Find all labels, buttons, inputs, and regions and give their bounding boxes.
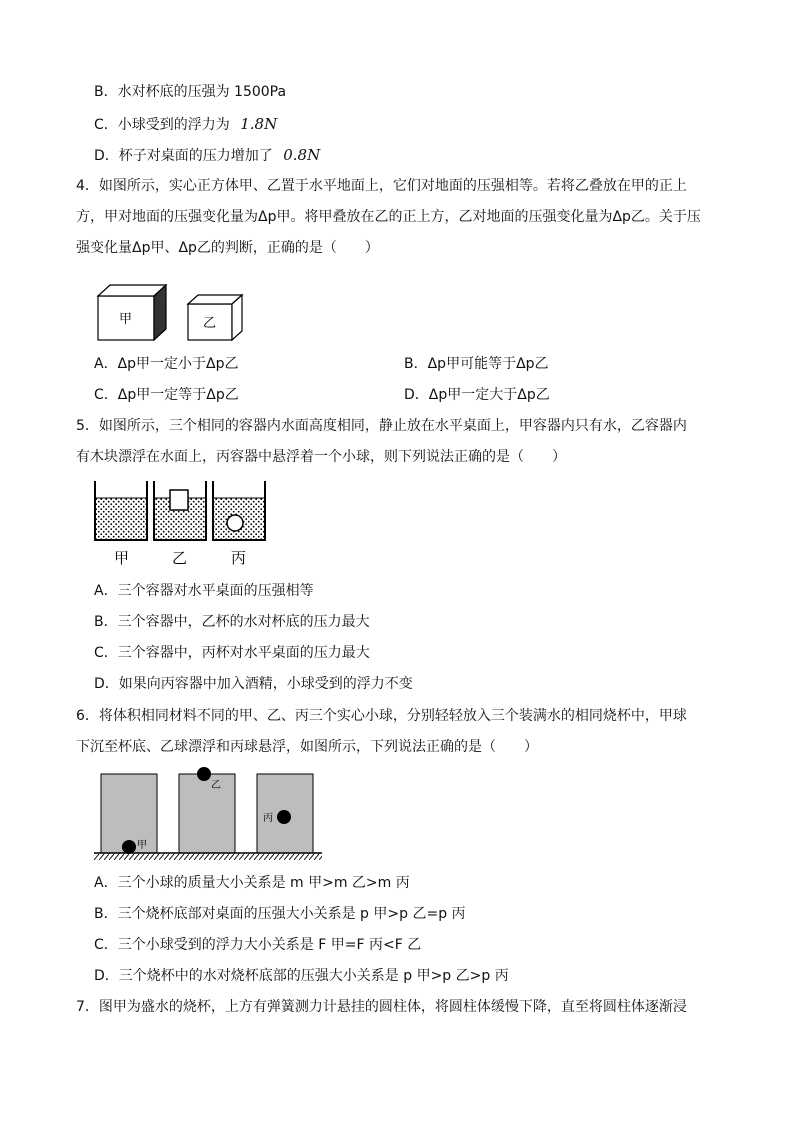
q3-option-c-value: 1.8N xyxy=(240,115,278,133)
q4-option-d: D．Δp甲一定大于Δp乙 xyxy=(404,387,550,403)
q6-option-d: D．三个烧杯中的水对烧杯底部的压强大小关系是 p 甲>p 乙>p 丙 xyxy=(94,968,509,984)
q3-option-d xyxy=(94,145,320,166)
q4-stem-line1: 4．如图所示，实心正方体甲、乙置于水平地面上，它们对地面的压强相等。若将乙叠放在甲的正上 xyxy=(76,178,687,194)
q6-stem-line2: 下沉至杯底、乙球漂浮和丙球悬浮，如图所示，下列说法正确的是（ ） xyxy=(76,739,538,755)
beaker-yi xyxy=(179,774,235,853)
q5-option-c: C．三个容器中，丙杯对水平桌面的压力最大 xyxy=(94,645,370,661)
ball-bing xyxy=(277,810,291,824)
ball-label-yi: 乙 xyxy=(211,780,221,791)
container-jia-water xyxy=(95,498,147,540)
container-label-bing: 丙 xyxy=(231,549,247,567)
wood-block xyxy=(170,490,188,510)
cube-jia-label: 甲 xyxy=(119,312,133,327)
q5-option-a: A．三个容器对水平桌面的压强相等 xyxy=(94,583,314,599)
suspended-ball xyxy=(227,515,243,531)
q3-option-c xyxy=(94,114,277,135)
q3-option-b: B．水对杯底的压强为 1500Pa xyxy=(94,84,287,100)
q6-option-b: B．三个烧杯底部对桌面的压强大小关系是 p 甲>p 乙=p 丙 xyxy=(94,906,466,922)
q5-option-b: B．三个容器中，乙杯的水对杯底的压力最大 xyxy=(94,614,370,630)
q4-option-a: A．Δp甲一定小于Δp乙 xyxy=(94,356,239,372)
q3-option-d-text: D．杯子对桌面的压力增加了 xyxy=(94,148,273,164)
q5-option-d: D．如果向丙容器中加入酒精，小球受到的浮力不变 xyxy=(94,676,413,692)
q6-option-a: A．三个小球的质量大小关系是 m 甲>m 乙>m 丙 xyxy=(94,875,410,891)
ball-jia xyxy=(122,840,136,854)
q4-option-c: C．Δp甲一定等于Δp乙 xyxy=(94,387,239,403)
q4-stem-line2: 方，甲对地面的压强变化量为Δp甲。将甲叠放在乙的正上方，乙对地面的压强变化量为Δp乙。关于压 xyxy=(76,209,701,225)
q5-stem-line2: 有木块漂浮在水面上，丙容器中悬浮着一个小球，则下列说法正确的是（ ） xyxy=(76,449,566,465)
table-hatch xyxy=(94,853,322,860)
cube-yi-label: 乙 xyxy=(203,316,217,331)
q3-option-c-text: C．小球受到的浮力为 xyxy=(94,117,230,133)
q6-stem-line1: 6．将体积相同材料不同的甲、乙、丙三个实心小球，分别轻轻放入三个装满水的相同烧杯中，甲球 xyxy=(76,708,687,724)
ball-label-jia: 甲 xyxy=(137,840,147,851)
q4-option-b: B．Δp甲可能等于Δp乙 xyxy=(404,356,549,372)
q4-stem-line3: 强变化量Δp甲、Δp乙的判断，正确的是（ ） xyxy=(76,240,379,256)
q3-option-d-value: 0.8N xyxy=(283,146,321,164)
container-label-yi: 乙 xyxy=(172,549,188,567)
container-label-jia: 甲 xyxy=(114,549,130,567)
q5-containers-figure xyxy=(90,478,280,570)
q6-option-c: C．三个小球受到的浮力大小关系是 F 甲=F 丙<F 乙 xyxy=(94,937,422,953)
ball-yi xyxy=(197,767,211,781)
q5-stem-line1: 5．如图所示，三个相同的容器内水面高度相同，静止放在水平桌面上，甲容器内只有水，乙容器内 xyxy=(76,418,687,434)
q4-cubes-figure xyxy=(95,282,255,342)
ball-label-bing: 丙 xyxy=(263,813,273,824)
q6-beakers-figure xyxy=(94,764,324,862)
q7-stem-line1: 7．图甲为盛水的烧杯，上方有弹簧测力计悬挂的圆柱体，将圆柱体缓慢下降，直至将圆柱体逐渐浸 xyxy=(76,999,687,1015)
